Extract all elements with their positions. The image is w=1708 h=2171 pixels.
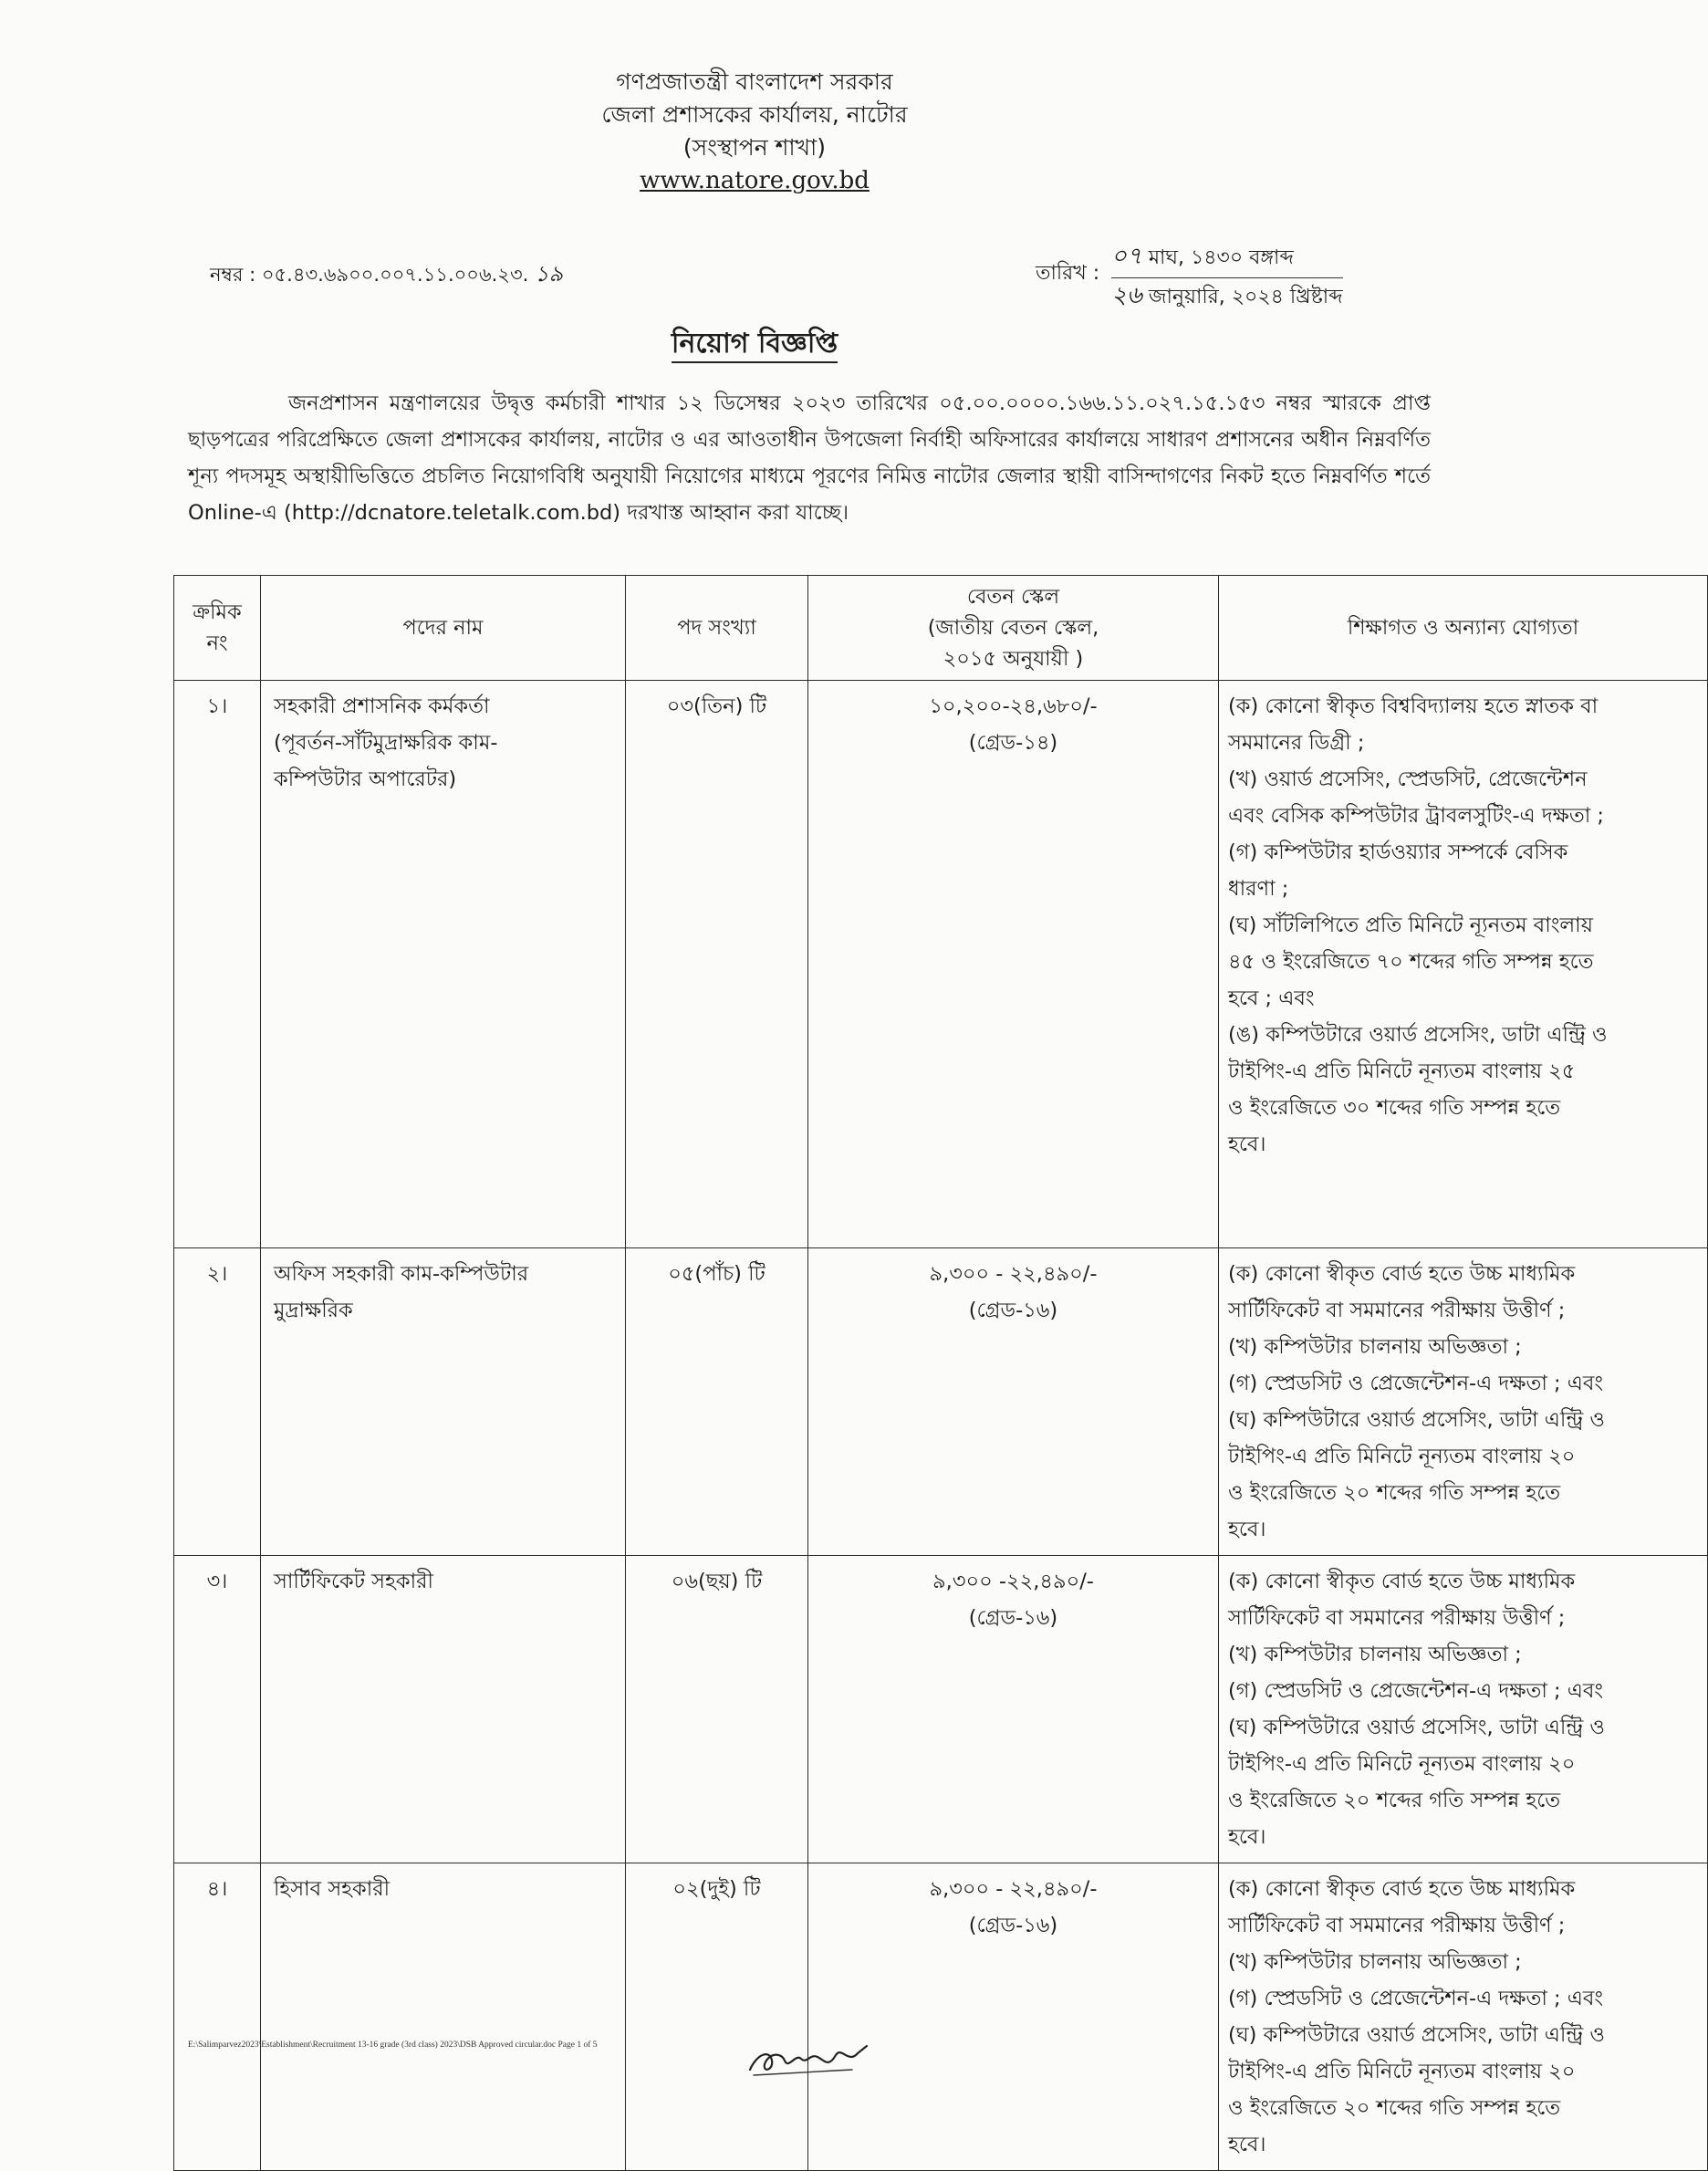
- pay-range: ৯,৩০০ - ২২,৪৯০/-: [929, 1262, 1098, 1286]
- notice-title-text: নিয়োগ বিজ্ঞপ্তি: [672, 328, 838, 363]
- row-serial: ২।: [174, 1248, 261, 1556]
- handwritten-signature: [745, 2033, 872, 2084]
- qual-line: (ক) কোনো স্বীকৃত বিশ্ববিদ্যালয় হতে স্নাতক বা: [1228, 694, 1599, 718]
- qual-line: সমমানের ডিগ্রী ;: [1228, 731, 1365, 755]
- qual-line: (গ) স্প্রেডসিট ও প্রেজেন্টেশন-এ দক্ষতা ; এবং: [1228, 1679, 1604, 1703]
- qual-line: (খ) কম্পিউটার চালনায় অভিজ্ঞতা ;: [1228, 1950, 1522, 1974]
- pay-range: ১০,২০০-২৪,৬৮০/-: [929, 694, 1098, 718]
- memo-number: [210, 257, 563, 294]
- qual-line: (খ) কম্পিউটার চালনায় অভিজ্ঞতা ;: [1228, 1335, 1522, 1359]
- date-english-rest: জানুয়ারি, ২০২৪ খ্রিষ্টাব্দ: [1148, 286, 1343, 308]
- row-serial: ১।: [174, 681, 261, 1248]
- post-line: কম্পিউটার অপারেটর): [274, 767, 457, 791]
- qual-line: সার্টিফিকেট বা সমমানের পরীক্ষায় উত্তীর্ণ ;: [1228, 1606, 1566, 1630]
- qual-line: (খ) ওয়ার্ড প্রসেসিং, স্প্রেডসিট, প্রেজেন্টেশন: [1228, 767, 1588, 791]
- qual-line: হবে।: [1228, 2133, 1266, 2156]
- qual-line: (ঘ) সাঁটলিপিতে প্রতি মিনিটে ন্যূনতম বাংলায়: [1228, 913, 1593, 937]
- qual-line: (গ) কম্পিউটার হার্ডওয়্যার সম্পর্কে বেসিক: [1228, 840, 1568, 864]
- date-bangla-rest: মাঘ, ১৪৩০ বঙ্গাব্দ: [1148, 246, 1294, 269]
- qual-line: টাইপিং-এ প্রতি মিনিটে নূন্যতম বাংলায় ২৫: [1228, 1059, 1576, 1083]
- qual-line: (গ) স্প্রেডসিট ও প্রেজেন্টেশন-এ দক্ষতা ; এবং: [1228, 1372, 1604, 1395]
- row-count: ০২(দুই) টি: [626, 1863, 808, 2171]
- website-link[interactable]: www.natore.gov.bd: [640, 167, 870, 194]
- row-qualification: [1219, 1248, 1708, 1556]
- header-serial-line1: ক্রমিক: [193, 600, 242, 624]
- row-post: [261, 1863, 626, 2171]
- qual-line: (ঘ) কম্পিউটারে ওয়ার্ড প্রসেসিং, ডাটা এন্ট্রি ও: [1228, 2023, 1605, 2047]
- qual-line: ও ইংরেজিতে ৩০ শব্দের গতি সম্পন্ন হতে: [1228, 1096, 1561, 1120]
- qual-line: (গ) স্প্রেডসিট ও প্রেজেন্টেশন-এ দক্ষতা ; এবং: [1228, 1987, 1604, 2010]
- qual-line: (ঙ) কম্পিউটারে ওয়ার্ড প্রসেসিং, ডাটা এন্ট্রি ও: [1228, 1023, 1608, 1047]
- qual-line: সার্টিফিকেট বা সমমানের পরীক্ষায় উত্তীর্ণ ;: [1228, 1914, 1566, 1937]
- row-pay: [808, 1248, 1219, 1556]
- date-bangla: [1111, 239, 1343, 278]
- post-line: সার্টিফিকেট সহকারী: [274, 1570, 433, 1593]
- date-block: [1111, 239, 1343, 315]
- section-name: (সংস্থাপন শাখা): [682, 134, 827, 161]
- qual-line: হবে।: [1228, 1518, 1266, 1541]
- header-pay-line3: ২০১৫ অনুযায়ী ): [943, 647, 1084, 671]
- qual-line: ধারণা ;: [1228, 877, 1289, 901]
- notice-title: [0, 321, 1509, 368]
- post-line: সহকারী প্রশাসনিক কর্মকর্তা: [274, 694, 490, 718]
- qual-line: টাইপিং-এ প্রতি মিনিটে নূন্যতম বাংলায় ২০: [1228, 2060, 1576, 2083]
- qual-line: হবে ; এবং: [1228, 986, 1315, 1010]
- qual-line: এবং বেসিক কম্পিউটার ট্রাবলসুটিং-এ দক্ষতা ;: [1228, 804, 1605, 828]
- qual-line: হবে।: [1228, 1132, 1266, 1156]
- memo-value: ০৫.৪৩.৬৯০০.০০৭.১১.০০৬.২৩.: [261, 264, 529, 286]
- pay-grade: (গ্রেড-১৬): [968, 1914, 1058, 1937]
- pay-range: ৯,৩০০ -২২,৪৯০/-: [932, 1570, 1094, 1593]
- qual-line: (ঘ) কম্পিউটারে ওয়ার্ড প্রসেসিং, ডাটা এন্ট্রি ও: [1228, 1716, 1605, 1739]
- row-qualification: [1219, 681, 1708, 1248]
- date-english: [1111, 278, 1343, 315]
- memo-handwritten: ১৯: [534, 261, 564, 287]
- row-serial: ৪।: [174, 1863, 261, 2171]
- table-row: [174, 1556, 1708, 1863]
- row-post: [261, 681, 626, 1248]
- pay-range: ৯,৩০০ - ২২,৪৯০/-: [929, 1877, 1098, 1901]
- header-serial: [174, 576, 261, 681]
- vacancy-table: [173, 575, 1708, 2171]
- qual-line: (খ) কম্পিউটার চালনায় অভিজ্ঞতা ;: [1228, 1643, 1522, 1666]
- government-name: গণপ্রজাতন্ত্রী বাংলাদেশ সরকার: [616, 68, 893, 95]
- row-serial: ৩।: [174, 1556, 261, 1863]
- header-pay-scale: [808, 576, 1219, 681]
- qual-line: ও ইংরেজিতে ২০ শব্দের গতি সম্পন্ন হতে: [1228, 1789, 1561, 1812]
- date-english-day: ২৬: [1111, 282, 1142, 309]
- table-row: [174, 1248, 1708, 1556]
- header-pay-line2: (জাতীয় বেতন স্কেল,: [927, 616, 1099, 640]
- date-label: তারিখ :: [1036, 262, 1100, 285]
- qual-line: ও ইংরেজিতে ২০ শব্দের গতি সম্পন্ন হতে: [1228, 2096, 1561, 2120]
- pay-grade: (গ্রেড-১৪): [968, 731, 1058, 755]
- qual-line: ৪৫ ও ইংরেজিতে ৭০ শব্দের গতি সম্পন্ন হতে: [1228, 950, 1594, 974]
- pay-grade: (গ্রেড-১৬): [968, 1606, 1058, 1630]
- header-qualification: শিক্ষাগত ও অন্যান্য যোগ্যতা: [1219, 576, 1708, 681]
- table-row: [174, 681, 1708, 1248]
- row-qualification: [1219, 1863, 1708, 2171]
- post-line: অফিস সহকারী কাম-কম্পিউটার: [274, 1262, 529, 1286]
- office-name: জেলা প্রশাসকের কার্যালয়, নাটোর: [601, 101, 908, 128]
- row-pay: [808, 1556, 1219, 1863]
- qual-line: সার্টিফিকেট বা সমমানের পরীক্ষায় উত্তীর্ণ ;: [1228, 1299, 1566, 1322]
- qual-line: (ক) কোনো স্বীকৃত বোর্ড হতে উচ্চ মাধ্যমিক: [1228, 1570, 1576, 1593]
- qual-line: (ঘ) কম্পিউটারে ওয়ার্ড প্রসেসিং, ডাটা এন্ট্রি ও: [1228, 1408, 1605, 1432]
- qual-line: (ক) কোনো স্বীকৃত বোর্ড হতে উচ্চ মাধ্যমিক: [1228, 1877, 1576, 1901]
- post-line: মুদ্রাক্ষরিক: [274, 1299, 353, 1322]
- post-line: হিসাব সহকারী: [274, 1877, 391, 1901]
- qual-line: টাইপিং-এ প্রতি মিনিটে নূন্যতম বাংলায় ২০: [1228, 1445, 1576, 1468]
- row-pay: [808, 1863, 1219, 2171]
- date-bangla-day: ০৭: [1111, 243, 1142, 270]
- qual-line: টাইপিং-এ প্রতি মিনিটে নূন্যতম বাংলায় ২০: [1228, 1752, 1576, 1776]
- row-count: ০৩(তিন) টি: [626, 681, 808, 1248]
- row-count: ০৫(পাঁচ) টি: [626, 1248, 808, 1556]
- row-post: [261, 1248, 626, 1556]
- memo-label: নম্বর :: [210, 264, 256, 286]
- office-header: [0, 66, 1509, 197]
- intro-paragraph: জনপ্রশাসন মন্ত্রণালয়ের উদ্বৃত্ত কর্মচারী শাখার ১২ ডিসেম্বর ২০২৩ তারিখের ০৫.০০.০০০০.১৬৬.১১.০২৭.১৫.১৫৩ নম্বর স্মারকে প্রাপ্ত ছাড়পত্রের পরিপ্রেক্ষিতে জেলা প্রশাসকের কার্যালয়, নাটোর ও এর আওতাধীন উপজেলা নির্বাহী অফিসারের কার্যালয়ে সাধারণ প্রশাসনের অধীন নিম্নবর্ণিত শূন্য পদসমূহ অস্থায়ীভিত্তিতে প্রচলিত নিয়োগবিধি অনুযায়ী নিয়োগের মাধ্যমে পূরণের নিমিত্ত নাটোর জেলার স্থায়ী বাসিন্দাগণের নিকট হতে নিম্নবর্ণিত শর্তে Online-এ (http://dcnatore.teletalk.com.bd) দরখাস্ত আহ্বান করা যাচ্ছে।: [188, 391, 1431, 525]
- row-count: ০৬(ছয়) টি: [626, 1556, 808, 1863]
- qual-line: হবে।: [1228, 1825, 1266, 1849]
- table-header-row: [174, 576, 1708, 681]
- row-qualification: [1219, 1556, 1708, 1863]
- row-post: [261, 1556, 626, 1863]
- post-line: (পূবর্তন-সাঁটমুদ্রাক্ষরিক কাম-: [274, 731, 498, 755]
- header-count: পদ সংখ্যা: [626, 576, 808, 681]
- row-pay: [808, 681, 1219, 1248]
- pay-grade: (গ্রেড-১৬): [968, 1299, 1058, 1322]
- table-row: [174, 1863, 1708, 2171]
- header-pay-line1: বেতন স্কেল: [966, 585, 1060, 609]
- header-serial-line2: নং: [206, 631, 228, 655]
- header-post: পদের নাম: [261, 576, 626, 681]
- qual-line: ও ইংরেজিতে ২০ শব্দের গতি সম্পন্ন হতে: [1228, 1481, 1561, 1505]
- qual-line: (ক) কোনো স্বীকৃত বোর্ড হতে উচ্চ মাধ্যমিক: [1228, 1262, 1576, 1286]
- file-path-footer: E:\Salimparvez2023\Establishment\Recruitment 13-16 grade (3rd class) 2023\DSB Approved circular.doc Page 1 of 5: [188, 2041, 598, 2050]
